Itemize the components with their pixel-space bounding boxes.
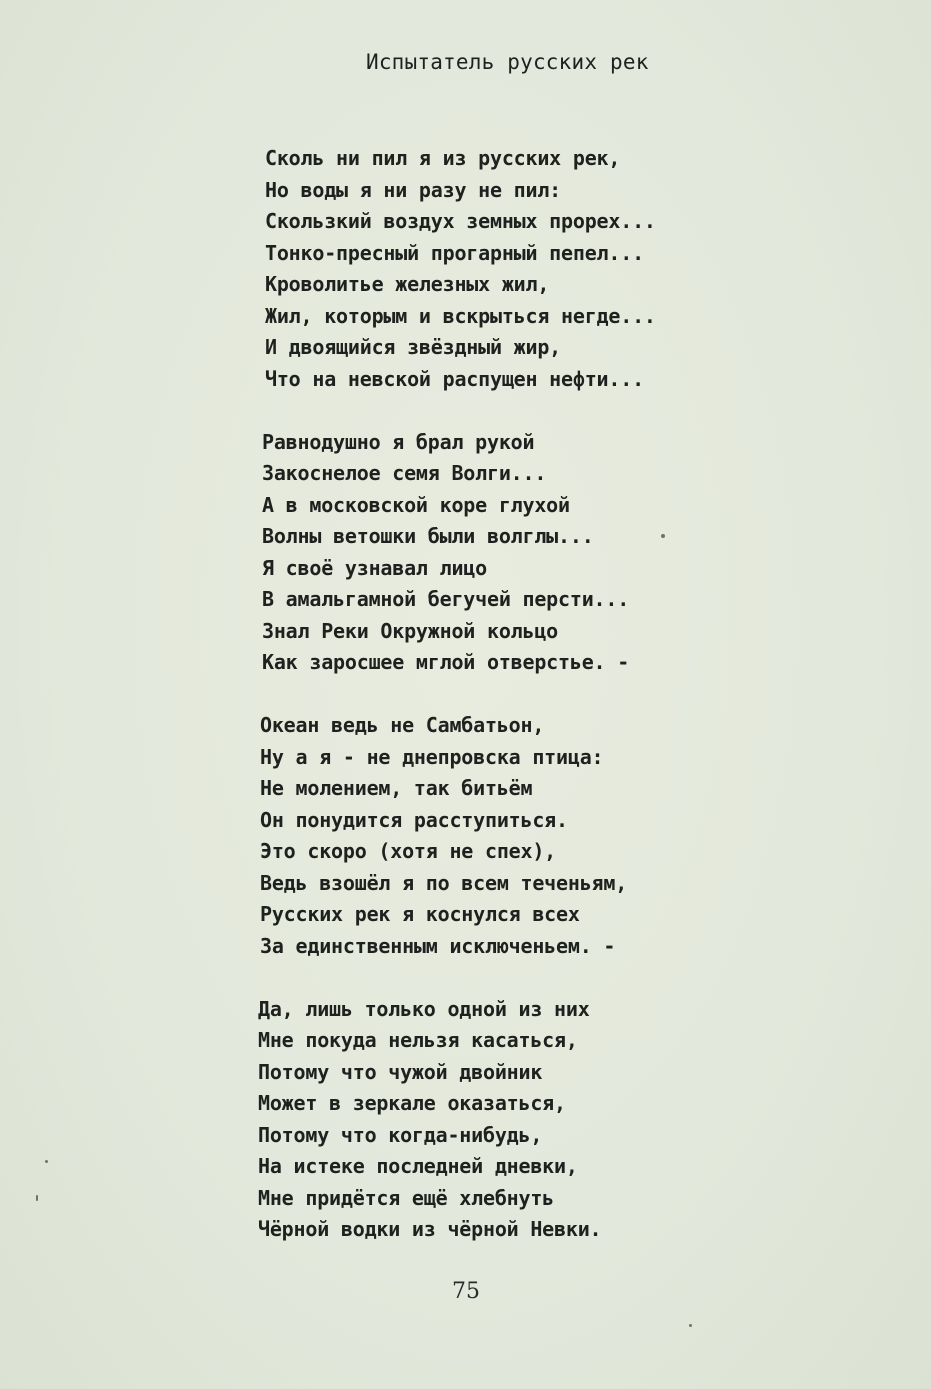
poem-line: Сколь ни пил я из русских рек,	[265, 146, 621, 170]
poem-line: И двоящийся звёздный жир,	[265, 335, 562, 359]
stanza-2	[257, 427, 727, 679]
poem-line: Закоснелое семя Волги...	[262, 461, 547, 485]
poem-line: Жил, которым и вскрыться негде...	[265, 303, 656, 328]
poem-line: Не молением, так битьём	[260, 776, 533, 800]
poem-line: Кроволитье железных жил,	[265, 272, 550, 296]
poem-line: Да, лишь только одной из них	[258, 996, 590, 1021]
poem-line: Потому что чужой двойник	[258, 1059, 543, 1084]
poem-line: Русских рек я коснулся всех	[260, 902, 580, 926]
poem-line: Это скоро (хотя не спех),	[260, 839, 557, 863]
stanza-1	[257, 143, 727, 395]
poem-line: В амальгамной бегучей персти...	[262, 587, 630, 611]
poem-line: Я своё узнавал лицо	[262, 555, 487, 580]
poem	[257, 143, 727, 1277]
poem-line: Знал Реки Окружной кольцо	[262, 618, 559, 643]
poem-line: Мне покуда нельзя касаться,	[258, 1028, 578, 1052]
poem-line: Волны ветошки были волглы...	[262, 524, 594, 548]
poem-line: Он понудится расступиться.	[260, 807, 568, 832]
scan-speck	[661, 534, 665, 538]
poem-line: Что на невской распущен нефти...	[265, 366, 644, 391]
poem-line: На истеке последней дневки,	[258, 1154, 578, 1178]
poem-line: Мне придётся ещё хлебнуть	[258, 1185, 555, 1210]
scan-speck	[45, 1160, 48, 1163]
poem-line: Ведь взошёл я по всем теченьям,	[260, 870, 628, 895]
poem-line: Может в зеркале оказаться,	[258, 1091, 566, 1115]
poem-line: Как заросшее мглой отверстье. -	[262, 650, 630, 674]
poem-line: Тонко-пресный прогарный пепел...	[265, 240, 644, 265]
stanza-3	[257, 710, 727, 962]
poem-line: А в московской коре глухой	[262, 492, 570, 517]
page-number: 75	[452, 1279, 480, 1304]
scan-speck	[689, 1324, 692, 1327]
poem-line: За единственным исключеньем. -	[260, 933, 616, 958]
poem-line: Чёрной водки из чёрной Невки.	[258, 1217, 602, 1241]
poem-line: Океан ведь не Самбатьон,	[260, 713, 545, 737]
poem-line: Потому что когда-нибудь,	[258, 1122, 543, 1147]
poem-line: Скользкий воздух земных прорех...	[265, 209, 656, 233]
poem-line: Ну а я - не днепровска птица:	[260, 744, 604, 769]
scan-speck	[36, 1195, 38, 1201]
stanza-4	[257, 994, 727, 1246]
page-title: Испытатель русских рек	[366, 50, 649, 74]
poem-line: Но воды я ни разу не пил:	[265, 177, 562, 202]
poem-line: Равнодушно я брал рукой	[262, 429, 535, 454]
